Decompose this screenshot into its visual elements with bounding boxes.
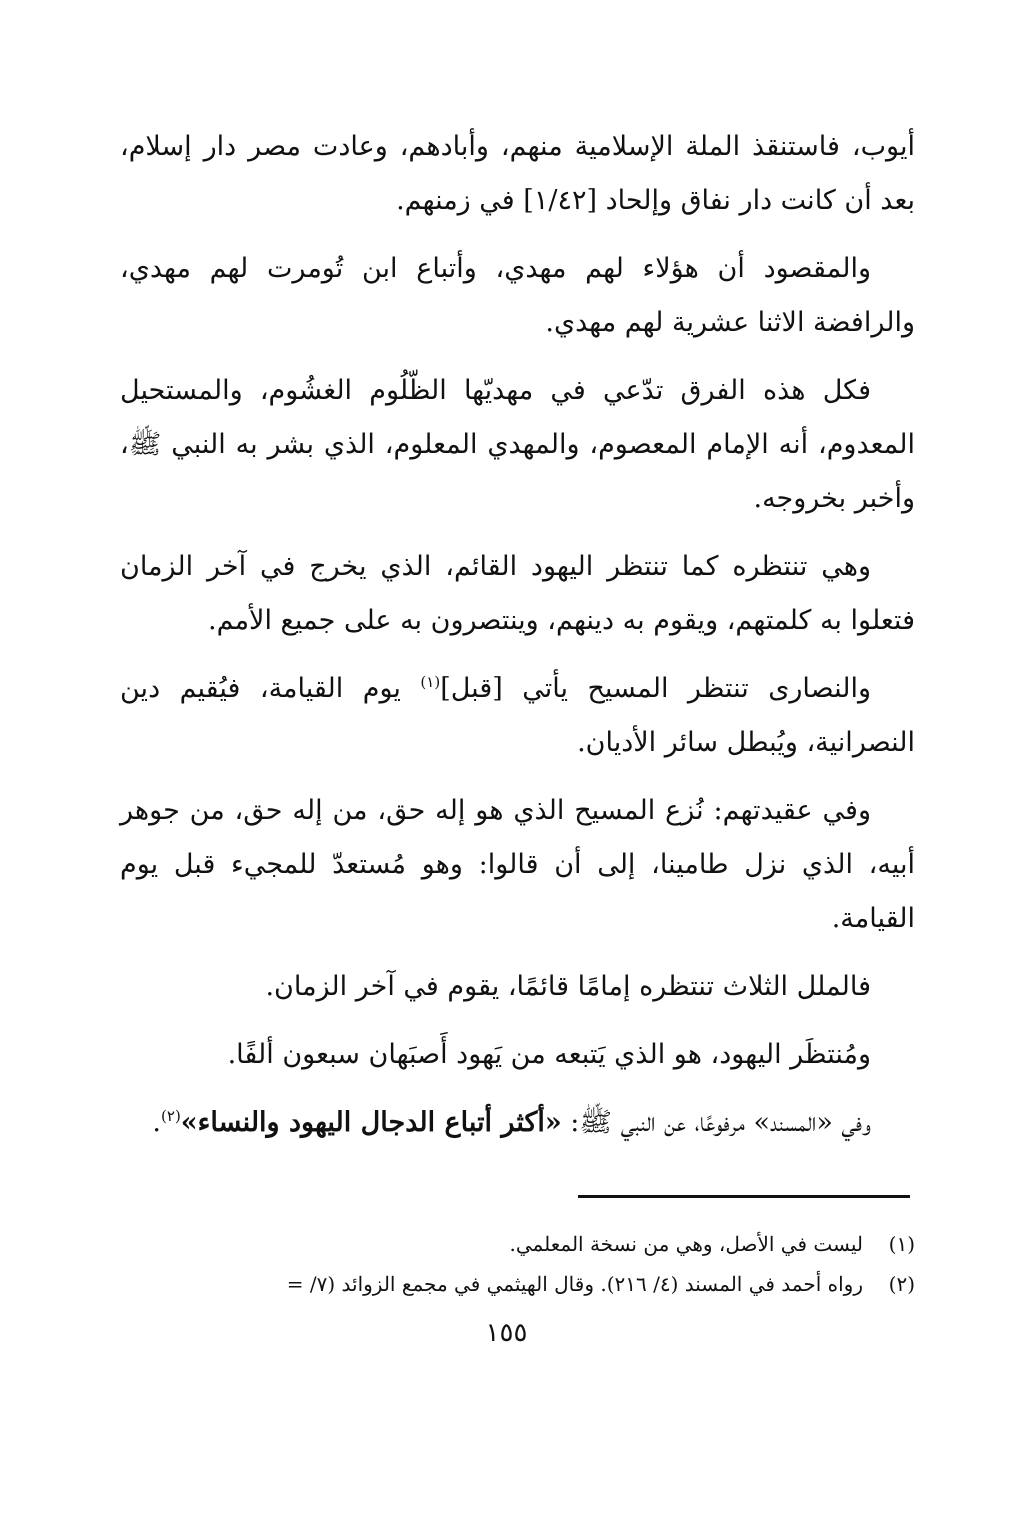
footnote-divider — [578, 1195, 910, 1198]
paragraph-2: والمقصود أن هؤلاء لهم مهدي، وأتباع ابن تُومرت لهم مهدي، والرافضة الاثنا عشرية لهم مهدي. — [120, 253, 915, 338]
hadith-quote: «أكثر أتباع الدجال اليهود والنساء» — [180, 1107, 562, 1138]
footnotes — [115, 1224, 915, 1304]
footnote-1-number: (١) — [888, 1232, 915, 1256]
paragraph-5-text-before: والنصارى تنتظر المسيح يأتي [قبل] — [440, 673, 871, 704]
paragraph-9-end: . — [152, 1107, 162, 1138]
paragraph-4: وهي تنتظره كما تنتظر اليهود القائم، الذي يخرج في آخر الزمان فتعلوا به كلمتهم، ويقوم به دينهم، وينتصرون به على جميع الأمم. — [120, 551, 915, 636]
footnote-ref-2: (٢) — [161, 1107, 181, 1125]
page-number: ١٥٥ — [485, 1318, 528, 1348]
paragraph-5-text-after: يوم القيامة، فيُقيم دين النصرانية، ويُبطل سائر الأديان. — [120, 673, 915, 758]
footnote-2-text: رواه أحمد في المسند (٤/ ٢١٦). وقال الهيثمي في مجمع الزوائد (٧/ = — [286, 1272, 863, 1296]
paragraph-1: أيوب، فاستنقذ الملة الإسلامية منهم، وأبادهم، وعادت مصر دار إسلام، بعد أن كانت دار نفاق وإلحاد [١/٤٢] في زمنهم. — [120, 131, 915, 216]
footnote-1 — [115, 1224, 915, 1264]
paragraph-9 — [120, 1096, 915, 1150]
footnote-2 — [115, 1264, 915, 1304]
footnote-1-text: ليست في الأصل، وهي من نسخة المعلمي. — [509, 1232, 863, 1256]
paragraph-5 — [120, 662, 915, 770]
footnote-2-number: (٢) — [888, 1272, 915, 1296]
paragraph-9-text-before: وفي «المسند» مرفوعًا، عن النبي ﷺ: — [561, 1107, 871, 1138]
paragraph-8: ومُنتظَر اليهود، هو الذي يَتبعه من يَهود أَصبَهان سبعون ألفًا. — [227, 1039, 871, 1070]
paragraph-3: فكل هذه الفرق تدّعي في مهديّها الظّلُوم الغشُوم، والمستحيل المعدوم، أنه الإمام المعصوم، والمهدي المعلوم، الذي بشر به النبي ﷺ، وأخبر بخروجه. — [120, 375, 915, 514]
main-text — [120, 120, 915, 1164]
footnote-ref-1: (١) — [420, 673, 441, 691]
paragraph-6: وفي عقيدتهم: نُزع المسيح الذي هو إله حق، من إله حق، من جوهر أبيه، الذي نزل طامينا، إلى أن قالوا: وهو مُستعدّ للمجيء قبل يوم القيامة. — [120, 795, 915, 934]
paragraph-7: فالملل الثلاث تنتظره إمامًا قائمًا، يقوم في آخر الزمان. — [265, 971, 871, 1002]
